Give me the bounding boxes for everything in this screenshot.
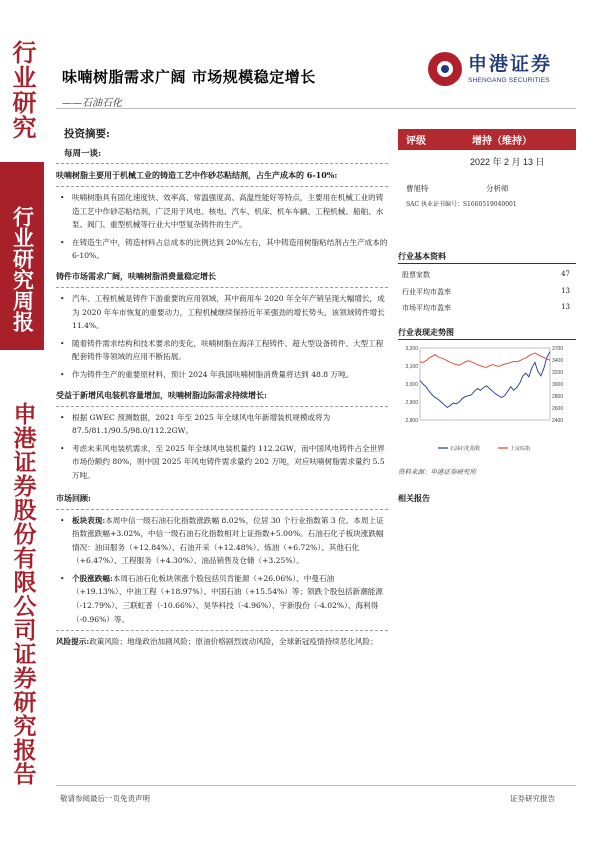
legend-label-0: 石油石化指数 [450, 446, 481, 452]
chart-source: 资料来源：申港证券研究所 [398, 468, 476, 476]
performance-chart-svg [398, 340, 576, 458]
divider [56, 163, 388, 164]
y-tick-left: 3,000 [405, 382, 418, 388]
y-tick-left: 3,100 [405, 364, 418, 370]
report-title: 味喃树脂需求广阔 市场规模稳定增长 [62, 68, 316, 86]
list-item [56, 514, 388, 568]
row-value: 47 [561, 270, 570, 278]
divider [56, 186, 388, 187]
divider [56, 630, 388, 631]
row-value: 13 [561, 303, 570, 311]
y-tick-left: 2,800 [405, 418, 418, 424]
main-column [56, 126, 388, 649]
y-tick-right: 3200 [552, 370, 564, 376]
series-line-0 [420, 352, 550, 408]
table-row [402, 287, 570, 297]
analyst-role: 分析师 [486, 184, 509, 193]
list-item: • 呋喃树脂具有固化速度快、效率高、常温强度高、高温性能好等特点，主要用在机械工业的铸造工艺中作砂芯粘结剂，广泛用于风电、核电、汽车、机床、机车车辆、工程机械、船舶、水泵、阀门、重型机械等行业大中型复杂铸件的生产。 [56, 191, 388, 232]
related-reports-title: 相关报告 [398, 493, 430, 503]
divider [56, 287, 388, 288]
list-item-label: 板块表现: [72, 515, 106, 525]
side-band [0, 0, 44, 841]
chart-title: 行业表现走势图 [398, 327, 454, 337]
logo-mark-icon [428, 52, 462, 86]
table-row [402, 270, 570, 280]
risk-notice [56, 635, 388, 649]
list-item-text: 本周石油石化板块领涨个股包括贝肯能源（+26.06%）、中曼石油（+19.13%）、中油工程（+18.97%）、中国石油（+15.54%）等；领跌个股包括新潮能源（-12.79%）、三联虹普（-10.66%）、昊华科技（-4.96%）、宇新股份（-4.02%）、海利得（-0.96%）等。 [72, 573, 383, 624]
y-tick-right: 2600 [552, 406, 564, 412]
analyst-name: 曹旭特 [406, 184, 429, 193]
sac-license: SAC 执业证书编号：S1660519040001 [406, 201, 517, 208]
report-subtitle: ——石油石化 [62, 98, 122, 109]
footer-report-type: 证券研究报告 [510, 794, 555, 803]
logo-name-cn: 申港证券 [468, 52, 553, 75]
footer-divider [56, 785, 576, 786]
list-item: • 作为铸件生产的重要原材料，预计 2024 年我国呋喃树脂消费量将达到 48.8 万吨。 [56, 368, 388, 382]
rating-value: 增持（维持） [472, 136, 532, 147]
logo-name-en: SHENGANG SECURITIES [468, 76, 550, 84]
plot-area [420, 348, 550, 420]
series-line-1 [420, 353, 550, 367]
list-item: • 在铸造生产中，铸造材料占总成本的比例达到 20%左右，其中铸造用树脂粘结剂占生产成本的 6-10%。 [56, 236, 388, 263]
rating-label: 评级 [406, 136, 426, 147]
y-tick-right: 3400 [552, 358, 564, 364]
row-label: 股票家数 [402, 271, 430, 279]
list-item: • 随着铸件需求结构和技术要求的变化，呋喃树脂在海洋工程铸件、超大型设备铸件、大型工程配套铸件等领域的应用不断拓展。 [56, 337, 388, 364]
row-label: 行业平均市盈率 [402, 288, 451, 296]
risk-text: 政策风险；地缘政治加剧风险；原油价格剧烈波动风险，全球新冠疫情持续恶化风险； [89, 637, 378, 647]
table-row [402, 303, 570, 313]
y-tick-left: 2,900 [405, 400, 418, 406]
section-heading-review: 市场回顾: [56, 492, 91, 503]
row-value: 13 [561, 287, 570, 295]
legend-label-1: 上证综指 [510, 446, 531, 452]
performance-chart [398, 340, 576, 458]
intro-paragraph: 呋喃树脂主要用于机械工业的铸造工艺中作砂芯粘结剂，占生产成本的 6-10%: [56, 170, 338, 180]
rating-bar [398, 129, 576, 150]
list-item-label: 个股涨跌幅: [72, 573, 113, 583]
side-block-company [0, 350, 44, 841]
y-tick-left: 3,200 [405, 346, 418, 352]
side-block-industry [0, 0, 44, 155]
side-block-company-text: 申港证券股份有限公司证券研究报告 [9, 402, 36, 786]
y-tick-right: 3000 [552, 382, 564, 388]
list-item: • 根据 GWEC 预测数据，2021 年至 2025 年全球风电年新增装机规模或将为 87.5/81.1/90.5/98.0/112.2GW。 [56, 411, 388, 438]
section-heading-wind: 受益于新增风电装机容量增加，呋喃树脂边际需求持续增长: [56, 389, 267, 400]
list-item [56, 572, 388, 626]
side-block-weekly [0, 162, 44, 350]
basic-info-rule [398, 263, 576, 264]
y-tick-right: 3700 [552, 346, 564, 352]
row-label: 市场平均市盈率 [402, 304, 451, 312]
summary-heading: 投资摘要: [64, 128, 110, 140]
y-tick-right: 2400 [552, 418, 564, 424]
list-item: • 考虑未来风电装机需求，至 2025 年全球风电装机量约 112.2GW，而中国风电铸件占全世界市场份额约 80%，则中国 2025 年风电铸件需求量约 202 万吨，对应呋喃树脂需求量约 5.5 万吨。 [56, 442, 388, 483]
company-logo [428, 52, 552, 86]
risk-label: 风险提示: [56, 637, 90, 647]
divider [56, 509, 388, 510]
list-item: • 汽车、工程机械是铸件下游重要的应用领域，其中商用车 2020 年全年产销呈现大幅增长，成为 2020 年车市恢复的重要动力，工程机械继续保持近年来强劲的增长势头，该领域铸件增长 11.4%。 [56, 292, 388, 333]
side-block-weekly-text: 行业研究周报 [10, 206, 35, 332]
weekly-heading: 每周一谈: [64, 149, 102, 159]
header-divider [56, 108, 576, 109]
divider [56, 406, 388, 407]
report-date: 2022 年 2 月 13 日 [470, 157, 545, 167]
list-item-text: 本周中信一级石油石化指数涨跌幅 8.02%，位居 30 个行业指数第 3 位。本周上证指数涨跌幅+3.02%，中信一级石油石化指数相对上证指数+5.00%。石油石化子板块涨跌幅情况：油田服务（+12.84%）、石油开采（+12.48%）、炼油（+6.72%）、其他石化（+6.47%）、工程服务（+4.30%）、油品销售及仓储（+3.25%）。 [72, 515, 384, 566]
side-block-industry-text: 行业研究 [8, 40, 36, 140]
y-tick-right: 2800 [552, 394, 564, 400]
footer-disclaimer: 敬请参阅最后一页免责声明 [60, 794, 150, 803]
section-heading-demand: 铸件市场需求广阔，呋喃树脂消费量稳定增长 [56, 270, 216, 281]
basic-info-title: 行业基本资料 [398, 251, 446, 261]
